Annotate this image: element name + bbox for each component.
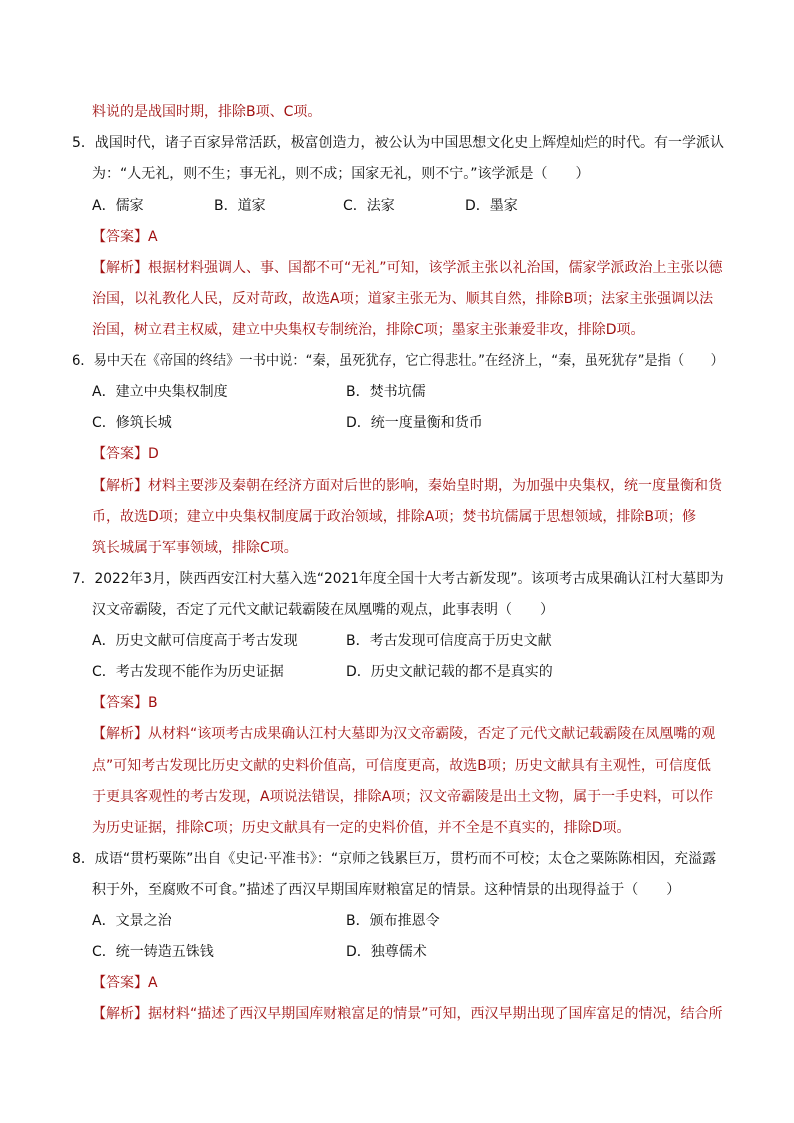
question-7-stem-line-1: 7．2022年3月，陕西西安江村大墓入选“2021年度全国十大考古新发现”。该项考古成果确认江村大墓即为 (72, 571, 724, 587)
question-8-explanation-line-1: 【解析】据材料“描述了西汉早期国库财粮富足的情景”可知，西汉早期出现了国库富足的情况，结合所 (92, 1006, 723, 1022)
question-6-answer: 【答案】D (92, 446, 159, 462)
question-7-explanation-line-4: 为历史证据，排除C项；历史文献具有一定的史料价值，并不全是不真实的，排除D项。 (92, 820, 631, 836)
question-7-explanation-line-3: 于更具客观性的考古发现，A项说法错误，排除A项；汉文帝霸陵是出土文物，属于一手史料，可以作 (92, 789, 714, 805)
question-5-option-b: B．道家 (214, 198, 266, 214)
question-7-explanation-line-2: 点”可知考古发现比历史文献的史料价值高，可信度更高，故选B项；历史文献具有主观性，可信度低 (92, 758, 711, 774)
question-6-option-b: B．焚书坑儒 (346, 384, 426, 400)
question-8-option-c: C．统一铸造五铢钱 (92, 944, 214, 960)
question-6-option-d: D．统一度量衡和货币 (346, 415, 483, 431)
question-5-explanation-line-2: 治国，以礼教化人民，反对苛政，故选A项；道家主张无为、顺其自然，排除B项；法家主张强调以法 (92, 291, 714, 307)
question-8-option-b: B．颁布推恩令 (346, 913, 440, 929)
previous-explanation-tail: 料说的是战国时期，排除B项、C项。 (92, 104, 322, 120)
question-5-explanation-line-3: 治国，树立君主权威，建立中央集权专制统治，排除C项；墨家主张兼爱非攻，排除D项。 (92, 322, 645, 338)
question-7-option-a: A．历史文献可信度高于考古发现 (92, 633, 298, 649)
question-6-option-a: A．建立中央集权制度 (92, 384, 228, 400)
question-7-option-b: B．考古发现可信度高于历史文献 (346, 633, 552, 649)
question-8-stem-line-2: 积于外，至腐败不可食。”描述了西汉早期国库财粮富足的情景。这种情景的出现得益于（ ） (92, 882, 681, 898)
question-6-option-c: C．修筑长城 (92, 415, 172, 431)
question-8-option-d: D．独尊儒术 (346, 944, 427, 960)
question-5-stem-line-2: 为：“人无礼，则不生；事无礼，则不成；国家无礼，则不宁。”该学派是（ ） (92, 166, 590, 182)
question-5-option-d: D．墨家 (465, 198, 518, 214)
question-7-explanation-line-1: 【解析】从材料“该项考古成果确认江村大墓即为汉文帝霸陵，否定了元代文献记载霸陵在凤凰嘴的观 (92, 726, 716, 742)
question-5-option-a: A．儒家 (92, 198, 144, 214)
question-7-option-c: C．考古发现不能作为历史证据 (92, 664, 284, 680)
question-5-option-c: C．法家 (343, 198, 395, 214)
question-7-option-d: D．历史文献记载的都不是真实的 (346, 664, 553, 680)
question-7-answer: 【答案】B (92, 695, 158, 711)
question-6-explanation-line-1: 【解析】材料主要涉及秦朝在经济方面对后世的影响，秦始皇时期，为加强中央集权，统一度量衡和货 (92, 478, 722, 494)
question-5-stem-line-1: 5．战国时代，诸子百家异常活跃，极富创造力，被公认为中国思想文化史上辉煌灿烂的时代。有一学派认 (72, 135, 724, 151)
question-6-stem-line-1: 6．易中天在《帝国的终结》一书中说：“秦，虽死犹存，它亡得悲壮。”在经济上，“秦，虽死犹存”是指（ ） (72, 353, 724, 369)
question-6-explanation-line-2: 币，故选D项；建立中央集权制度属于政治领域，排除A项；焚书坑儒属于思想领域，排除B项；修 (92, 509, 696, 525)
question-6-explanation-line-3: 筑长城属于军事领域，排除C项。 (92, 540, 298, 556)
question-7-stem-line-2: 汉文帝霸陵，否定了元代文献记载霸陵在凤凰嘴的观点，此事表明（ ） (92, 602, 554, 618)
question-8-answer: 【答案】A (92, 975, 158, 991)
question-8-stem-line-1: 8．成语“贯朽粟陈”出自《史记·平准书》：“京师之钱累巨万，贯朽而不可校；太仓之粟陈陈相因，充溢露 (72, 851, 717, 867)
question-5-explanation-line-1: 【解析】根据材料强调人、事、国都不可“无礼”可知，该学派主张以礼治国，儒家学派政治上主张以德 (92, 260, 723, 276)
question-5-answer: 【答案】A (92, 229, 158, 245)
question-8-option-a: A．文景之治 (92, 913, 172, 929)
